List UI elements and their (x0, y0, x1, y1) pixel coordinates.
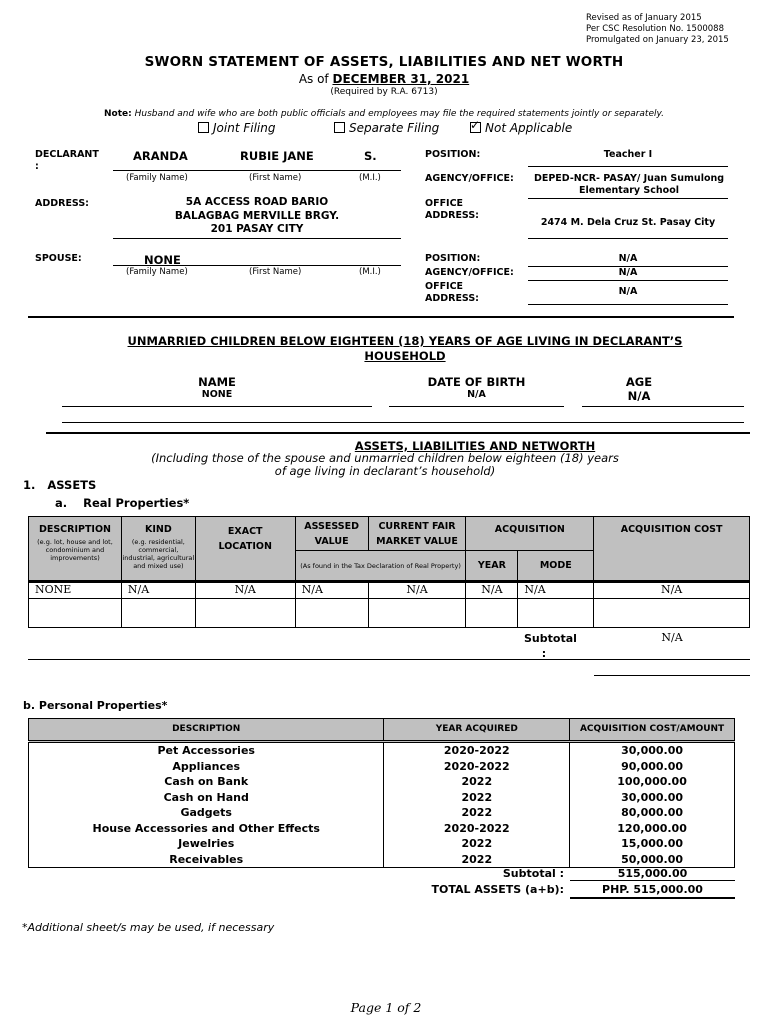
description-header (29, 517, 122, 582)
current-fair-label: CURRENT FAIR (378, 520, 456, 532)
cell: Cash on Bank (29, 774, 384, 790)
cell: Receivables (29, 852, 384, 868)
real-subtotal-label: Subtotal : (524, 632, 577, 660)
year-acquired-column-header: YEAR ACQUIRED (384, 719, 570, 742)
table-row (29, 852, 735, 868)
spouse-agency-label: AGENCY/OFFICE: (425, 267, 514, 278)
tax-note: (As found in the Tax Declaration of Real Property) (300, 561, 461, 570)
position-label: POSITION: (425, 149, 481, 160)
spouse-name: NONE (144, 253, 181, 267)
divider (582, 406, 744, 407)
declarant-address (113, 196, 401, 237)
spouse-position: N/A (618, 253, 638, 264)
declarant-office-address: 2474 M. Dela Cruz St. Pasay City (540, 217, 716, 228)
as-of-line (0, 72, 768, 86)
real-properties-heading: a. Real Properties* (55, 496, 190, 510)
kind-header-label: KIND (145, 524, 172, 535)
divider (113, 238, 401, 239)
declarant-family-name: ARANDA (133, 149, 188, 163)
alnw-subtitle: (Including those of the spouse and unmarried children below eighteen (18) years of age living in declarant’s household) (151, 451, 619, 478)
market-value-label: MARKET VALUE (376, 535, 458, 547)
first-name-caption: (First Name) (249, 267, 302, 277)
checkbox-icon[interactable] (198, 122, 209, 133)
personal-subtotal-label: Subtotal : (502, 867, 564, 880)
spouse-office-address-label: OFFICE ADDRESS: (425, 281, 479, 304)
table-row (29, 836, 735, 852)
spouse-office-address: N/A (618, 286, 638, 297)
divider (528, 304, 728, 305)
cell: 2020-2022 (384, 821, 570, 837)
cell: 30,000.00 (570, 742, 735, 759)
cell (195, 599, 295, 628)
cell (466, 599, 518, 628)
revision-note (586, 13, 729, 46)
divider (528, 198, 728, 199)
section-divider (28, 316, 734, 318)
child-dob-header: DATE OF BIRTH (427, 375, 526, 389)
note-label: Note: (104, 109, 132, 119)
personal-properties-heading: b. Personal Properties* (23, 699, 168, 712)
family-name-caption: (Family Name) (126, 267, 188, 277)
exact-label: EXACT (227, 526, 263, 537)
table-row (29, 774, 735, 790)
cell (368, 599, 466, 628)
child-dob: N/A (467, 389, 486, 400)
address-line: 5A ACCESS ROAD BARIO (185, 196, 329, 208)
cell: Appliances (29, 759, 384, 775)
cost-column-header: ACQUISITION COST/AMOUNT (570, 719, 735, 742)
real-subtotal-value: N/A (661, 631, 683, 644)
table-row (29, 599, 750, 628)
declarant-label: DECLARANT : (35, 149, 99, 172)
page-number: Page 1 of 2 (350, 1000, 422, 1015)
divider (28, 659, 750, 660)
as-of-date: DECEMBER 31, 2021 (332, 72, 470, 86)
cell (518, 599, 594, 628)
declarant-mi: S. (364, 149, 377, 163)
footnote: *Additional sheet/s may be used, if necessary (22, 921, 275, 934)
cell: 2022 (384, 790, 570, 806)
divider (594, 675, 750, 676)
acquisition-header: ACQUISITION (466, 517, 594, 551)
divider (389, 406, 564, 407)
cell: 2020-2022 (384, 742, 570, 759)
personal-properties-table (28, 718, 735, 868)
cell: 15,000.00 (570, 836, 735, 852)
declarant-first-name: RUBIE JANE (240, 149, 314, 163)
cell: 100,000.00 (570, 774, 735, 790)
agency-label: AGENCY/OFFICE: (425, 173, 514, 184)
cell: N/A (594, 582, 750, 599)
child-name-header: NAME (198, 375, 236, 389)
cell: N/A (466, 582, 518, 599)
address-line: 201 PASAY CITY (210, 223, 304, 235)
cell (29, 599, 122, 628)
checked-checkbox-icon[interactable] (470, 122, 481, 133)
divider (570, 897, 735, 899)
table-row (29, 582, 750, 599)
divider (570, 880, 735, 881)
spouse-agency: N/A (618, 267, 638, 278)
cell: Jewelries (29, 836, 384, 852)
kind-header-note: (e.g. residential, commercial, industrial, agricultural and mixed use) (122, 538, 195, 570)
table-row (29, 821, 735, 837)
required-by: (Required by R.A. 6713) (330, 87, 438, 97)
tax-declaration-note (295, 551, 466, 582)
location-header (195, 517, 295, 582)
cell (121, 599, 195, 628)
revision-line: Promulgated on January 23, 2015 (586, 35, 729, 45)
divider (528, 166, 728, 167)
address-label: ADDRESS: (35, 198, 89, 209)
cell: 2022 (384, 852, 570, 868)
checkbox-icon[interactable] (334, 122, 345, 133)
mode-header: MODE (518, 551, 594, 582)
revision-line: Per CSC Resolution No. 1500088 (586, 24, 725, 34)
child-age: N/A (627, 389, 651, 403)
as-of-prefix: As of (298, 72, 329, 86)
declarant-position: Teacher I (603, 149, 653, 160)
real-properties-table (28, 516, 750, 628)
table-header-row (29, 719, 735, 742)
divider (113, 170, 401, 171)
joint-filing-label: Joint Filing (213, 121, 276, 135)
cell: 2022 (384, 774, 570, 790)
child-name: NONE (201, 389, 233, 400)
table-row (29, 790, 735, 806)
note-text: Husband and wife who are both public officials and employees may file the required statements jointly or separately. (134, 109, 664, 119)
description-header-label: DESCRIPTION (38, 524, 111, 535)
total-assets-label: TOTAL ASSETS (a+b): (431, 883, 564, 896)
cell: N/A (368, 582, 466, 599)
mi-caption: (M.I.) (359, 173, 381, 183)
cell: Cash on Hand (29, 790, 384, 806)
spouse-label: SPOUSE: (35, 253, 82, 264)
cell: 2020-2022 (384, 759, 570, 775)
mi-caption: (M.I.) (359, 267, 381, 277)
cell: N/A (518, 582, 594, 599)
divider (113, 265, 401, 266)
cell: NONE (29, 582, 122, 599)
cell: House Accessories and Other Effects (29, 821, 384, 837)
joint-filing-option[interactable] (198, 121, 275, 135)
separate-filing-option[interactable] (334, 121, 439, 135)
address-line: BALAGBAG MERVILLE BRGY. (174, 209, 340, 222)
child-age-header: AGE (625, 375, 653, 389)
cell: 80,000.00 (570, 805, 735, 821)
assets-heading: 1. ASSETS (23, 478, 97, 492)
personal-subtotal-value: 515,000.00 (617, 867, 688, 880)
cell: 90,000.00 (570, 759, 735, 775)
family-name-caption: (Family Name) (126, 173, 188, 183)
revision-line: Revised as of January 2015 (586, 13, 702, 23)
cell: 30,000.00 (570, 790, 735, 806)
filing-note (0, 109, 768, 119)
table-row (29, 805, 735, 821)
declarant-agency: DEPED-NCR- PASAY/ Juan Sumulong Elementary School (533, 173, 725, 196)
divider (528, 238, 728, 239)
separate-filing-label: Separate Filing (349, 121, 440, 135)
cell: 120,000.00 (570, 821, 735, 837)
cell: N/A (295, 582, 368, 599)
description-header-note: (e.g. lot, house and lot, condominium and improvements) (37, 538, 113, 562)
acquisition-cost-header: ACQUISITION COST (594, 517, 750, 582)
table-row (29, 742, 735, 759)
cell: N/A (195, 582, 295, 599)
cell: 50,000.00 (570, 852, 735, 868)
cell: 2022 (384, 836, 570, 852)
assessed-label: ASSESSED (304, 520, 359, 532)
cell (594, 599, 750, 628)
market-value-header (368, 517, 466, 551)
assessed-value-header (295, 517, 368, 551)
divider (62, 406, 372, 407)
year-header: YEAR (466, 551, 518, 582)
alnw-title: ASSETS, LIABILITIES AND NETWORTH (354, 439, 596, 453)
document-title: SWORN STATEMENT OF ASSETS, LIABILITIES AND NET WORTH (144, 54, 624, 70)
not-applicable-label: Not Applicable (485, 121, 573, 135)
spouse-position-label: POSITION: (425, 253, 481, 264)
divider (528, 280, 728, 281)
total-assets-value: PHP. 515,000.00 (602, 883, 703, 896)
description-column-header: DESCRIPTION (29, 719, 384, 742)
kind-header (121, 517, 195, 582)
location-label: LOCATION (218, 541, 272, 552)
divider (62, 422, 744, 423)
children-section-title: UNMARRIED CHILDREN BELOW EIGHTEEN (18) YEARS OF AGE LIVING IN DECLARANT’S HOUSEHOLD (127, 334, 683, 363)
cell: Pet Accessories (29, 742, 384, 759)
not-applicable-option[interactable] (470, 121, 572, 135)
value-label: VALUE (314, 535, 349, 547)
table-row (29, 759, 735, 775)
cell: 2022 (384, 805, 570, 821)
section-divider (46, 432, 750, 434)
cell (295, 599, 368, 628)
cell: Gadgets (29, 805, 384, 821)
first-name-caption: (First Name) (249, 173, 302, 183)
office-address-label: OFFICE ADDRESS: (425, 198, 479, 221)
cell: N/A (121, 582, 195, 599)
